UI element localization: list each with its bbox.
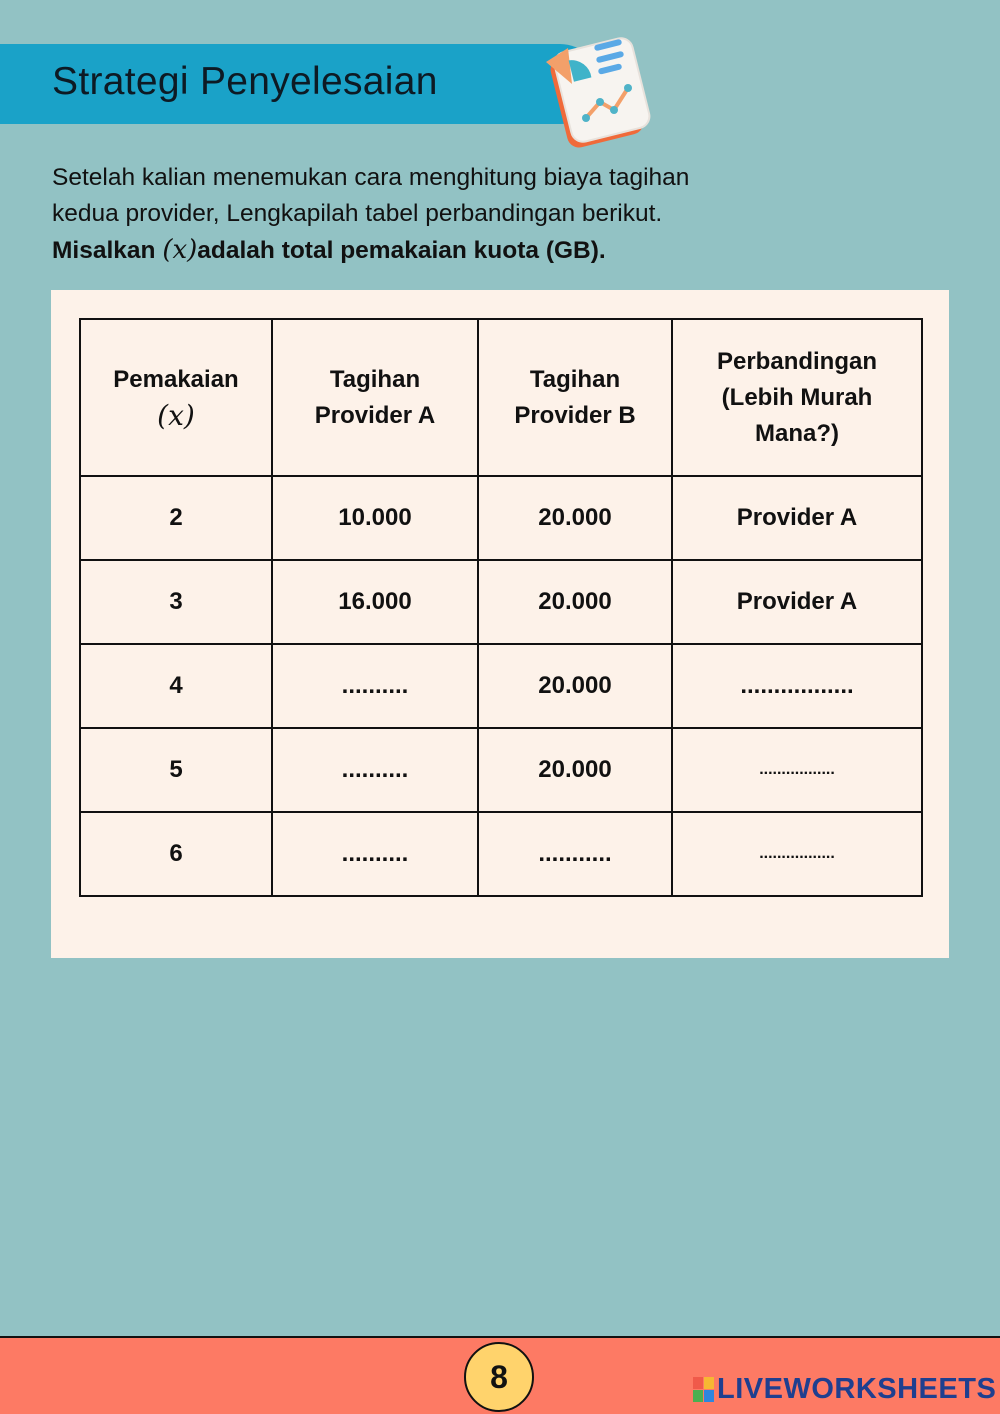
header-provider-b: Tagihan Provider B — [478, 319, 672, 476]
answer-field-provider-a[interactable]: .......... — [272, 728, 478, 812]
variable-x: (x) — [162, 235, 198, 265]
table-row — [80, 560, 922, 644]
cell-usage: 2 — [80, 476, 272, 560]
page-title: Strategi Penyelesaian — [52, 60, 438, 103]
answer-field-comparison[interactable]: ................. — [672, 812, 922, 896]
answer-field-provider-a[interactable]: .......... — [272, 812, 478, 896]
answer-field-provider-b[interactable]: ........... — [478, 812, 672, 896]
cell-provider-b: 20.000 — [478, 560, 672, 644]
table-row — [80, 644, 922, 728]
cell-provider-b: 20.000 — [478, 476, 672, 560]
instructions — [52, 160, 952, 269]
cell-provider-b: 20.000 — [478, 644, 672, 728]
header-usage-variable: (x) — [157, 398, 195, 432]
variable-suffix: adalah total pemakaian kuota (GB). — [197, 237, 606, 264]
cell-usage: 6 — [80, 812, 272, 896]
table-header-row — [80, 319, 922, 476]
cell-comparison: Provider A — [672, 560, 922, 644]
header-usage — [80, 319, 272, 476]
report-chart-icon — [528, 22, 658, 152]
brand-name: LIVEWORKSHEETS — [717, 1373, 997, 1405]
cell-usage: 3 — [80, 560, 272, 644]
cell-provider-a: 16.000 — [272, 560, 478, 644]
header-comparison: Perbandingan (Lebih Murah Mana?) — [672, 319, 922, 476]
variable-prefix: Misalkan — [52, 237, 156, 264]
intro-line-2: kedua provider, Lengkapilah tabel perbandingan berikut. — [52, 200, 663, 227]
intro-line-1: Setelah kalian menemukan cara menghitung biaya tagihan — [52, 164, 690, 191]
comparison-table — [79, 318, 923, 897]
table-row — [80, 812, 922, 896]
cell-comparison: Provider A — [672, 476, 922, 560]
table-row — [80, 728, 922, 812]
cell-usage: 4 — [80, 644, 272, 728]
answer-field-provider-a[interactable]: .......... — [272, 644, 478, 728]
cell-usage: 5 — [80, 728, 272, 812]
answer-field-comparison[interactable]: ................. — [672, 728, 922, 812]
header-usage-label: Pemakaian — [113, 365, 239, 393]
variable-definition — [52, 232, 952, 269]
liveworksheets-logo-icon — [693, 1377, 715, 1403]
answer-field-comparison[interactable]: ................. — [672, 644, 922, 728]
brand-logo — [693, 1373, 996, 1406]
header-provider-a: Tagihan Provider A — [272, 319, 478, 476]
page-number: 8 — [464, 1342, 534, 1412]
cell-provider-a: 10.000 — [272, 476, 478, 560]
table-row — [80, 476, 922, 560]
cell-provider-b: 20.000 — [478, 728, 672, 812]
